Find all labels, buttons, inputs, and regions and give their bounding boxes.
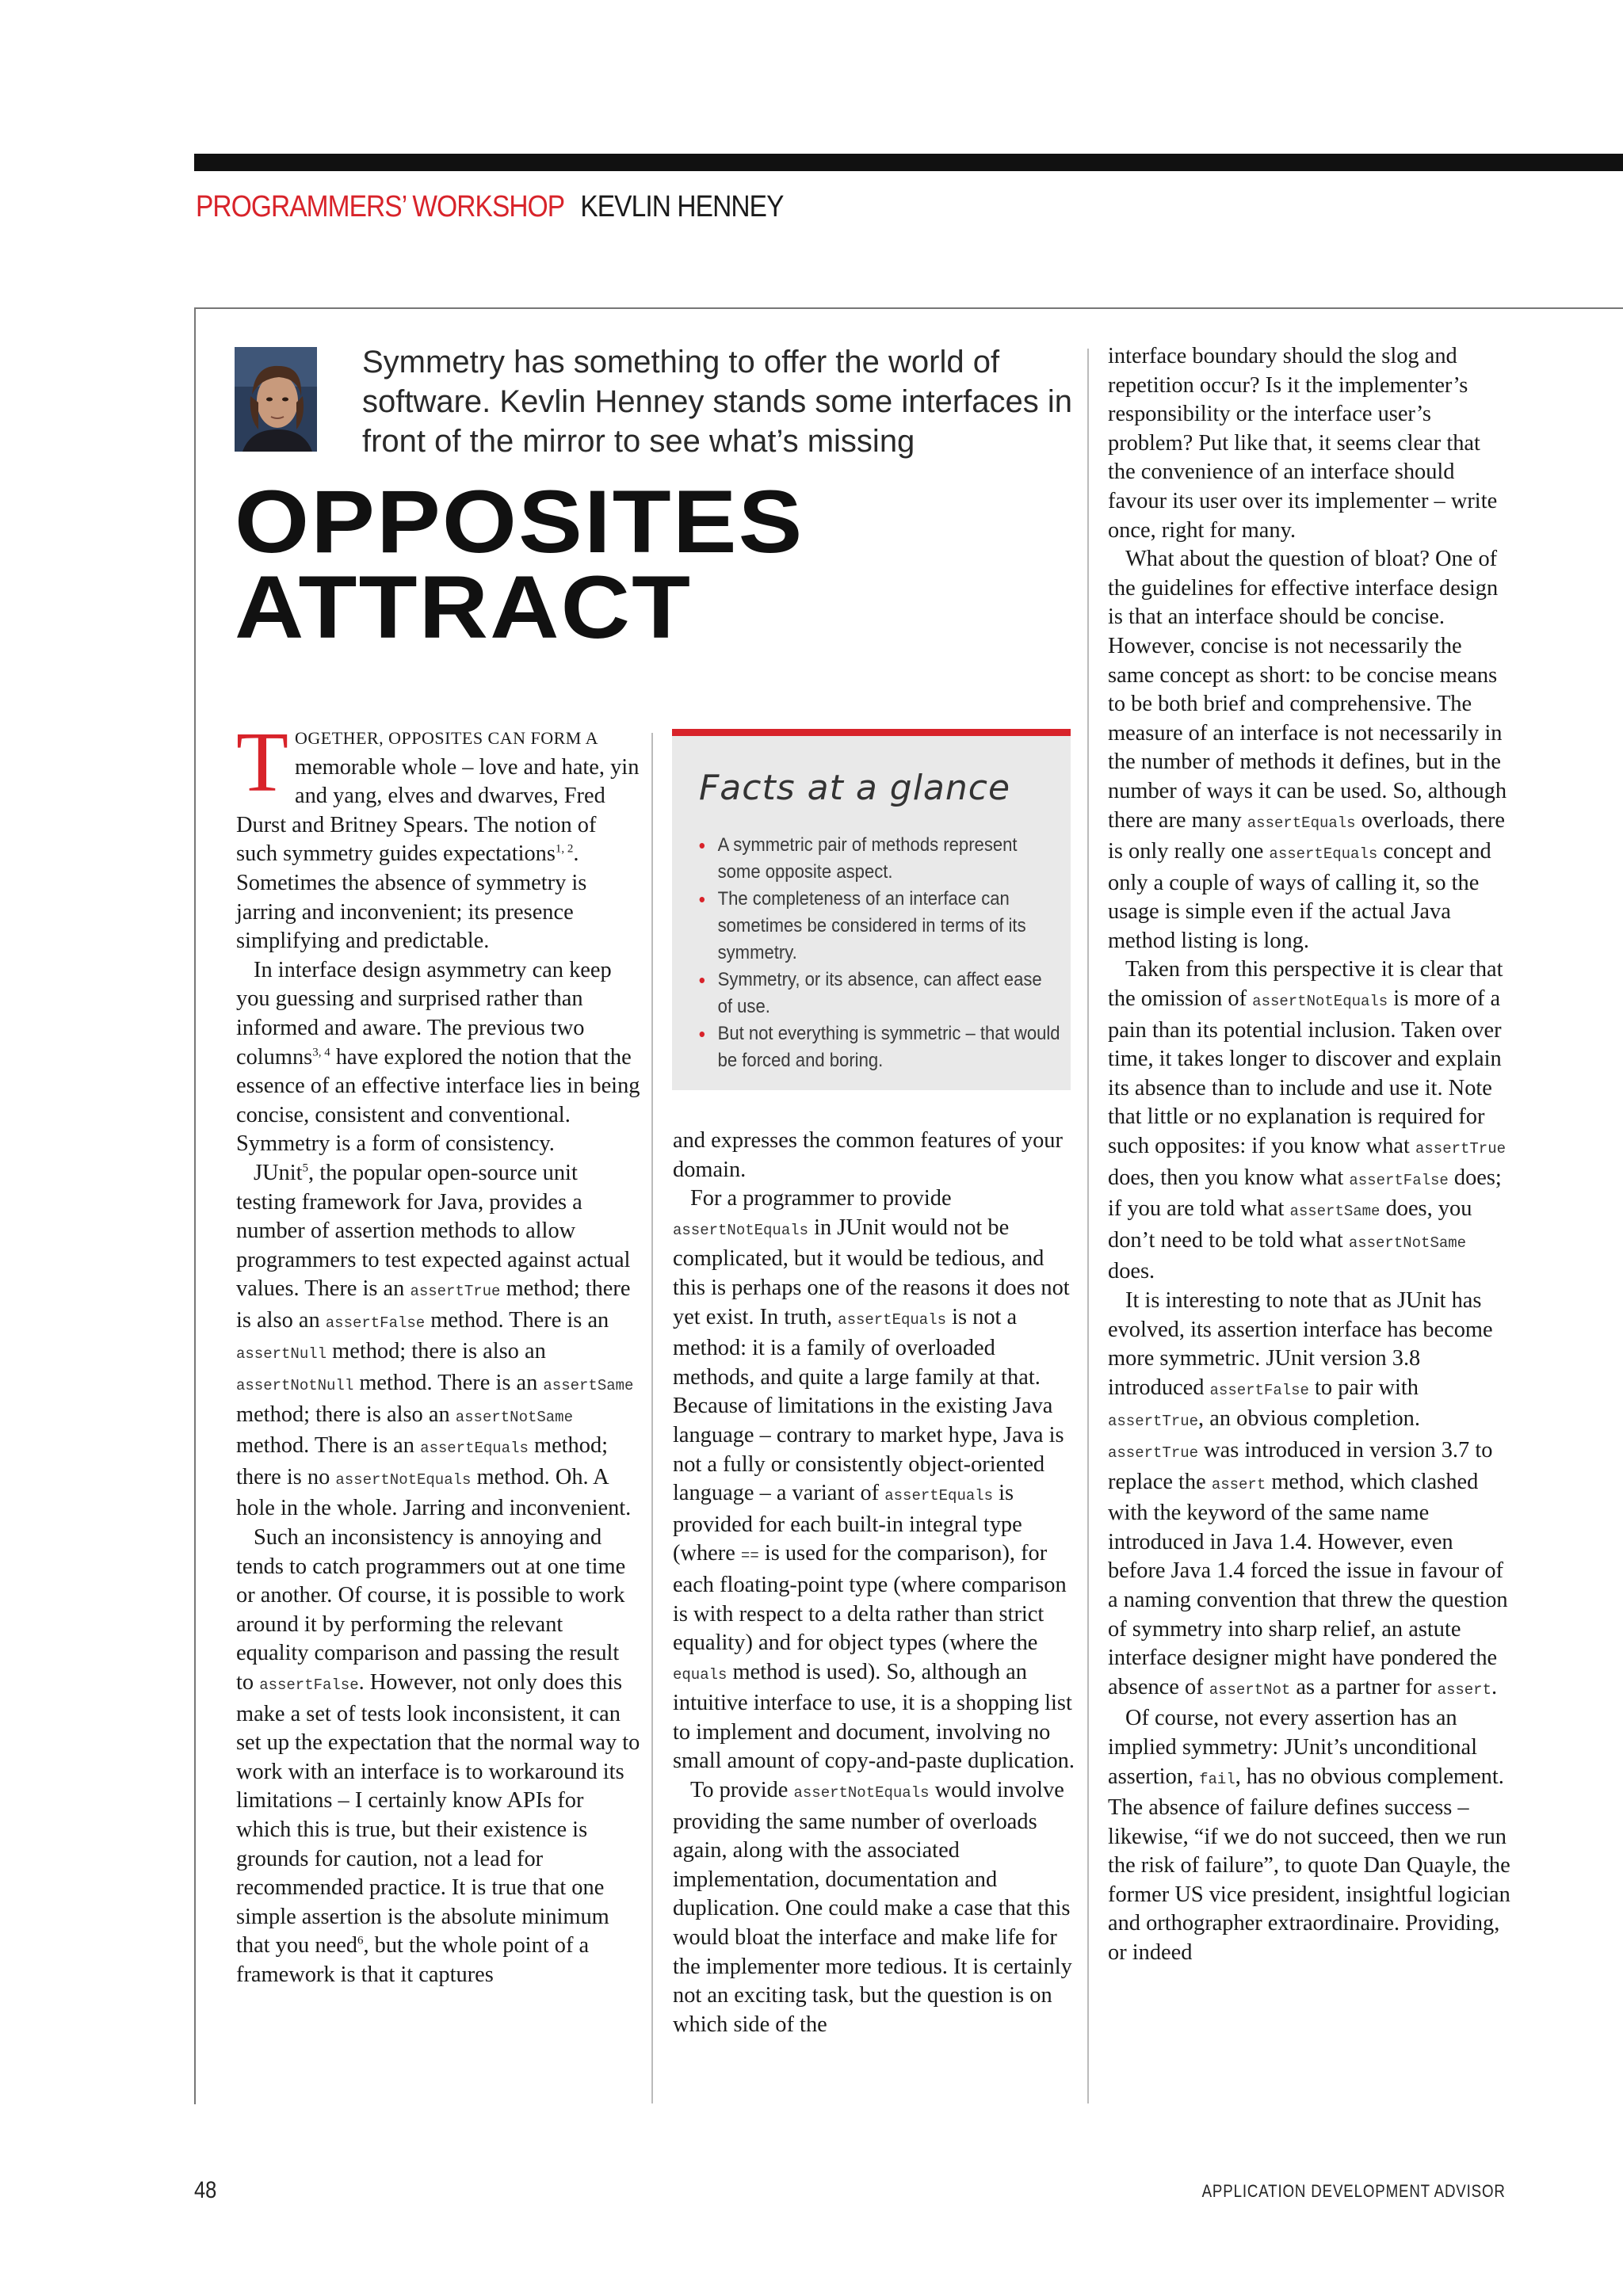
- text: Of course, not every assertion has an implied symmetry: JUnit’s unconditional assertion,: [1108, 1706, 1478, 1789]
- code: assertFalse: [325, 1314, 426, 1332]
- facts-box: [672, 729, 1071, 1090]
- code: assertEquals: [420, 1440, 529, 1458]
- text: does; if you are told what: [1108, 1165, 1502, 1222]
- text: method. There is an: [353, 1371, 544, 1396]
- text: method; there is also an: [327, 1339, 546, 1364]
- text: is more of a pain than its potential inclusion. Taken over time, it takes longer to discover and explain its absence than to include and use it. Note that little or no explanation is required for such opposites: if you know what: [1108, 986, 1502, 1159]
- code: assertTrue: [1415, 1140, 1507, 1158]
- code: equals: [673, 1665, 727, 1684]
- text: , has no obvious complement. The absence of failure defines success – likewise, “if we do not succeed, then we run the risk of failure”, to quote Dan Quayle, the former US vice president, insightful logician and orthographer extraordinaire. Providing, or indeed: [1108, 1764, 1510, 1966]
- text: It is interesting to note that as JUnit has evolved, its assertion interface has become more symmetric. JUnit version 3.8 introduced: [1108, 1288, 1493, 1400]
- page-number: 48: [194, 2177, 217, 2203]
- text: method; there is no: [236, 1433, 609, 1489]
- text: method; there is also an: [236, 1402, 456, 1427]
- frame-left-rule: [194, 307, 196, 2104]
- paragraph: [1108, 1704, 1512, 1967]
- code: assertTrue: [1108, 1444, 1199, 1462]
- text: method. Oh. A hole in the whole. Jarring and inconvenient.: [236, 1464, 632, 1521]
- running-header: [196, 190, 783, 224]
- text: JUnit: [254, 1160, 303, 1185]
- code: assert: [1211, 1475, 1266, 1493]
- small-caps-lead: OGETHER, OPPOSITES CAN FORM A: [294, 728, 599, 748]
- list-item: • But not everything is symmetric – that would be forced and boring.: [696, 1020, 1060, 1074]
- code: assertFalse: [1209, 1381, 1309, 1399]
- code: assertTrue: [410, 1283, 501, 1301]
- paragraph: [1108, 955, 1512, 1287]
- text: For a programmer to provide: [690, 1186, 952, 1211]
- article-title: [235, 472, 804, 657]
- body-column-3: [1108, 342, 1512, 1968]
- section-label: PROGRAMMERS’ WORKSHOP: [196, 190, 564, 223]
- text: method. There is an: [236, 1433, 421, 1459]
- title-line: ATTRACT: [235, 558, 693, 657]
- code: assertSame: [543, 1377, 634, 1395]
- author-photo: [235, 347, 317, 452]
- text: Taken from this perspective it is clear that the omission of: [1108, 957, 1503, 1012]
- text: concept and only a couple of ways of calling it, so the usage is simple even if the actual Java method listing is long.: [1108, 839, 1491, 953]
- text: memorable whole – love and hate, yin and yang, elves and dwarves, Fred Durst and Britney Spears. The notion of such symmetry guides expectations: [236, 754, 640, 867]
- list-item: • The completeness of an interface can sometimes be considered in terms of its symmetry.: [696, 886, 1060, 967]
- code: assertNotEquals: [1252, 993, 1388, 1011]
- text: is not a method: it is a family of overloaded methods, and quite a large family at that. Because of limitations in the existing Java language – contrary to market hype, Java is not a fully or consistently object-oriented language – a variant of: [673, 1304, 1064, 1506]
- text: . However, not only does this make a set of tests look inconsistent, it can set up the expectation that the normal way to work with an interface is to workaround its limitations – I certainly know APIs for which this is true, but their existence is grounds for caution, not a lead for recommended practice. It is true that one simple assertion is the absolute minimum that you need: [236, 1670, 640, 1958]
- code: fail: [1199, 1770, 1235, 1788]
- paragraph: [1108, 1287, 1512, 1704]
- text: in JUnit would not be complicated, but it would be tedious, and this is perhaps one of the reasons it does not yet exist. In truth,: [673, 1215, 1070, 1329]
- column-separator: [1087, 349, 1089, 2103]
- paragraph: interface boundary should the slog and repetition occur? Is it the implementer’s responsibility or the interface user’s problem? Put like that, it seems clear that the convenience of an interface should favour its user over its implementer – write once, right for many.: [1108, 344, 1498, 543]
- paragraph: and expresses the common features of your domain.: [673, 1128, 1063, 1182]
- code: assertEquals: [884, 1487, 994, 1505]
- text: , an obvious completion.: [1198, 1406, 1420, 1432]
- body-column-2: [673, 1127, 1077, 2039]
- code: assertNull: [236, 1345, 327, 1363]
- list-item: • A symmetric pair of methods represent some opposite aspect.: [696, 832, 1060, 886]
- text: method. There is an: [425, 1307, 609, 1333]
- code: assertFalse: [259, 1676, 359, 1694]
- standfirst: Symmetry has something to offer the world of software. Kevlin Henney stands some interfaces in front of the mirror to see what’s missing: [362, 345, 1072, 459]
- code: assertNotSame: [455, 1408, 573, 1426]
- footnote-ref: 3, 4: [312, 1046, 330, 1059]
- text: Such an inconsistency is annoying and tends to catch programmers out at one time or another. Of course, it is possible to work around it by performing the relevant equality comparison and passing the result to: [236, 1525, 626, 1695]
- paragraph: [1108, 545, 1512, 955]
- text: to pair with: [1308, 1375, 1419, 1400]
- paragraph: [673, 1776, 1077, 2039]
- author-label: KEVLIN HENNEY: [580, 190, 784, 223]
- facts-title: Facts at a glance: [699, 768, 1011, 808]
- code: assertNotEquals: [793, 1784, 930, 1802]
- text: is used for the comparison), for each floating-point type (where comparison is with respect to a delta rather than strict equality) and for object types (where the: [673, 1541, 1067, 1656]
- text: method; there is also an: [236, 1276, 631, 1333]
- text: overloads, there is only really one: [1108, 807, 1506, 864]
- paragraph: [236, 715, 640, 956]
- list-item: • Symmetry, or its absence, can affect ease of use.: [696, 967, 1060, 1020]
- text: To provide: [690, 1778, 794, 1803]
- text: In interface design asymmetry can keep you guessing and surprised rather than informed and aware. The previous two columns: [236, 957, 612, 1070]
- code: assertEquals: [1247, 814, 1356, 832]
- top-rule: [194, 154, 1623, 171]
- drop-cap: T: [236, 715, 288, 810]
- paragraph: [673, 1184, 1077, 1776]
- footnote-ref: 6: [357, 1934, 364, 1947]
- publication-name: APPLICATION DEVELOPMENT ADVISOR: [1201, 2181, 1506, 2201]
- text: What about the question of bloat? One of the guidelines for effective interface design is that an interface should be concise. However, concise is not necessarily the same concept as short: to be concise means to be both brief and comprehensive. The measure of an interface is not necessarily in the number of methods it defines, but in the number of ways it can be used. So, although there are many: [1108, 547, 1507, 833]
- code: assertTrue: [1108, 1413, 1199, 1431]
- paragraph: [236, 1159, 640, 1524]
- text: does, then you know what: [1108, 1165, 1350, 1190]
- text: method is used). So, although an intuitive interface to use, it is a shopping list to implement and document, involving no small amount of copy-and-paste duplication.: [673, 1659, 1075, 1774]
- code: assertNotSame: [1348, 1234, 1467, 1252]
- text: have explored the notion that the essence of an effective interface lies in being concise, consistent and conventional. Symmetry is a form of consistency.: [236, 1044, 640, 1157]
- code: assertFalse: [1349, 1171, 1449, 1189]
- code: ==: [740, 1547, 759, 1566]
- code: assertSame: [1289, 1203, 1381, 1221]
- body-column-1: [236, 715, 640, 1990]
- text: as a partner for: [1290, 1674, 1438, 1699]
- column-separator: [651, 733, 653, 2103]
- text: would involve providing the same number of overloads again, along with the associated implementation, documentation and duplication. One could make a case that this would bloat the interface and make life for the implementer more tedious. It is certainly not an exciting task, but the question is on which side of the: [673, 1778, 1072, 2037]
- text: was introduced in version 3.7 to replace the: [1108, 1437, 1493, 1494]
- text: , the popular open-source unit testing framework for Java, provides a number of assertion methods to allow programmers to test expected against actual values. There is an: [236, 1160, 631, 1302]
- footnote-ref: 5: [302, 1161, 309, 1175]
- text: does, you don’t need to be told what: [1108, 1196, 1472, 1253]
- title-line: OPPOSITES: [235, 472, 804, 571]
- text: .: [1491, 1674, 1498, 1699]
- frame-top-rule: [194, 307, 1623, 309]
- facts-list: [696, 832, 1060, 1074]
- text: is provided for each built-in integral type (where: [673, 1481, 1022, 1566]
- footnote-ref: 1, 2: [555, 842, 574, 856]
- code: assertEquals: [838, 1310, 946, 1329]
- code: assertNot: [1209, 1680, 1291, 1699]
- code: assertNotEquals: [335, 1470, 472, 1489]
- code: assert: [1437, 1680, 1491, 1699]
- text: method, which clashed with the keyword of the same name introduced in Java 1.4. However, even before Java 1.4 forced the issue in favour of a naming convention that threw the question of symmetry into sharp relief, an astute interface designer might have pondered the absence of: [1108, 1469, 1508, 1699]
- code: assertEquals: [1269, 845, 1378, 864]
- code: assertNotNull: [236, 1377, 354, 1395]
- text: , but the whole point of a framework is that it captures: [236, 1933, 590, 1987]
- text: . Sometimes the absence of symmetry is jarring and inconvenient; its presence simplifying and predictable.: [236, 841, 587, 954]
- text: does.: [1108, 1259, 1155, 1284]
- code: assertNotEquals: [673, 1221, 809, 1239]
- paragraph: [236, 956, 640, 1159]
- paragraph: [236, 1524, 640, 1990]
